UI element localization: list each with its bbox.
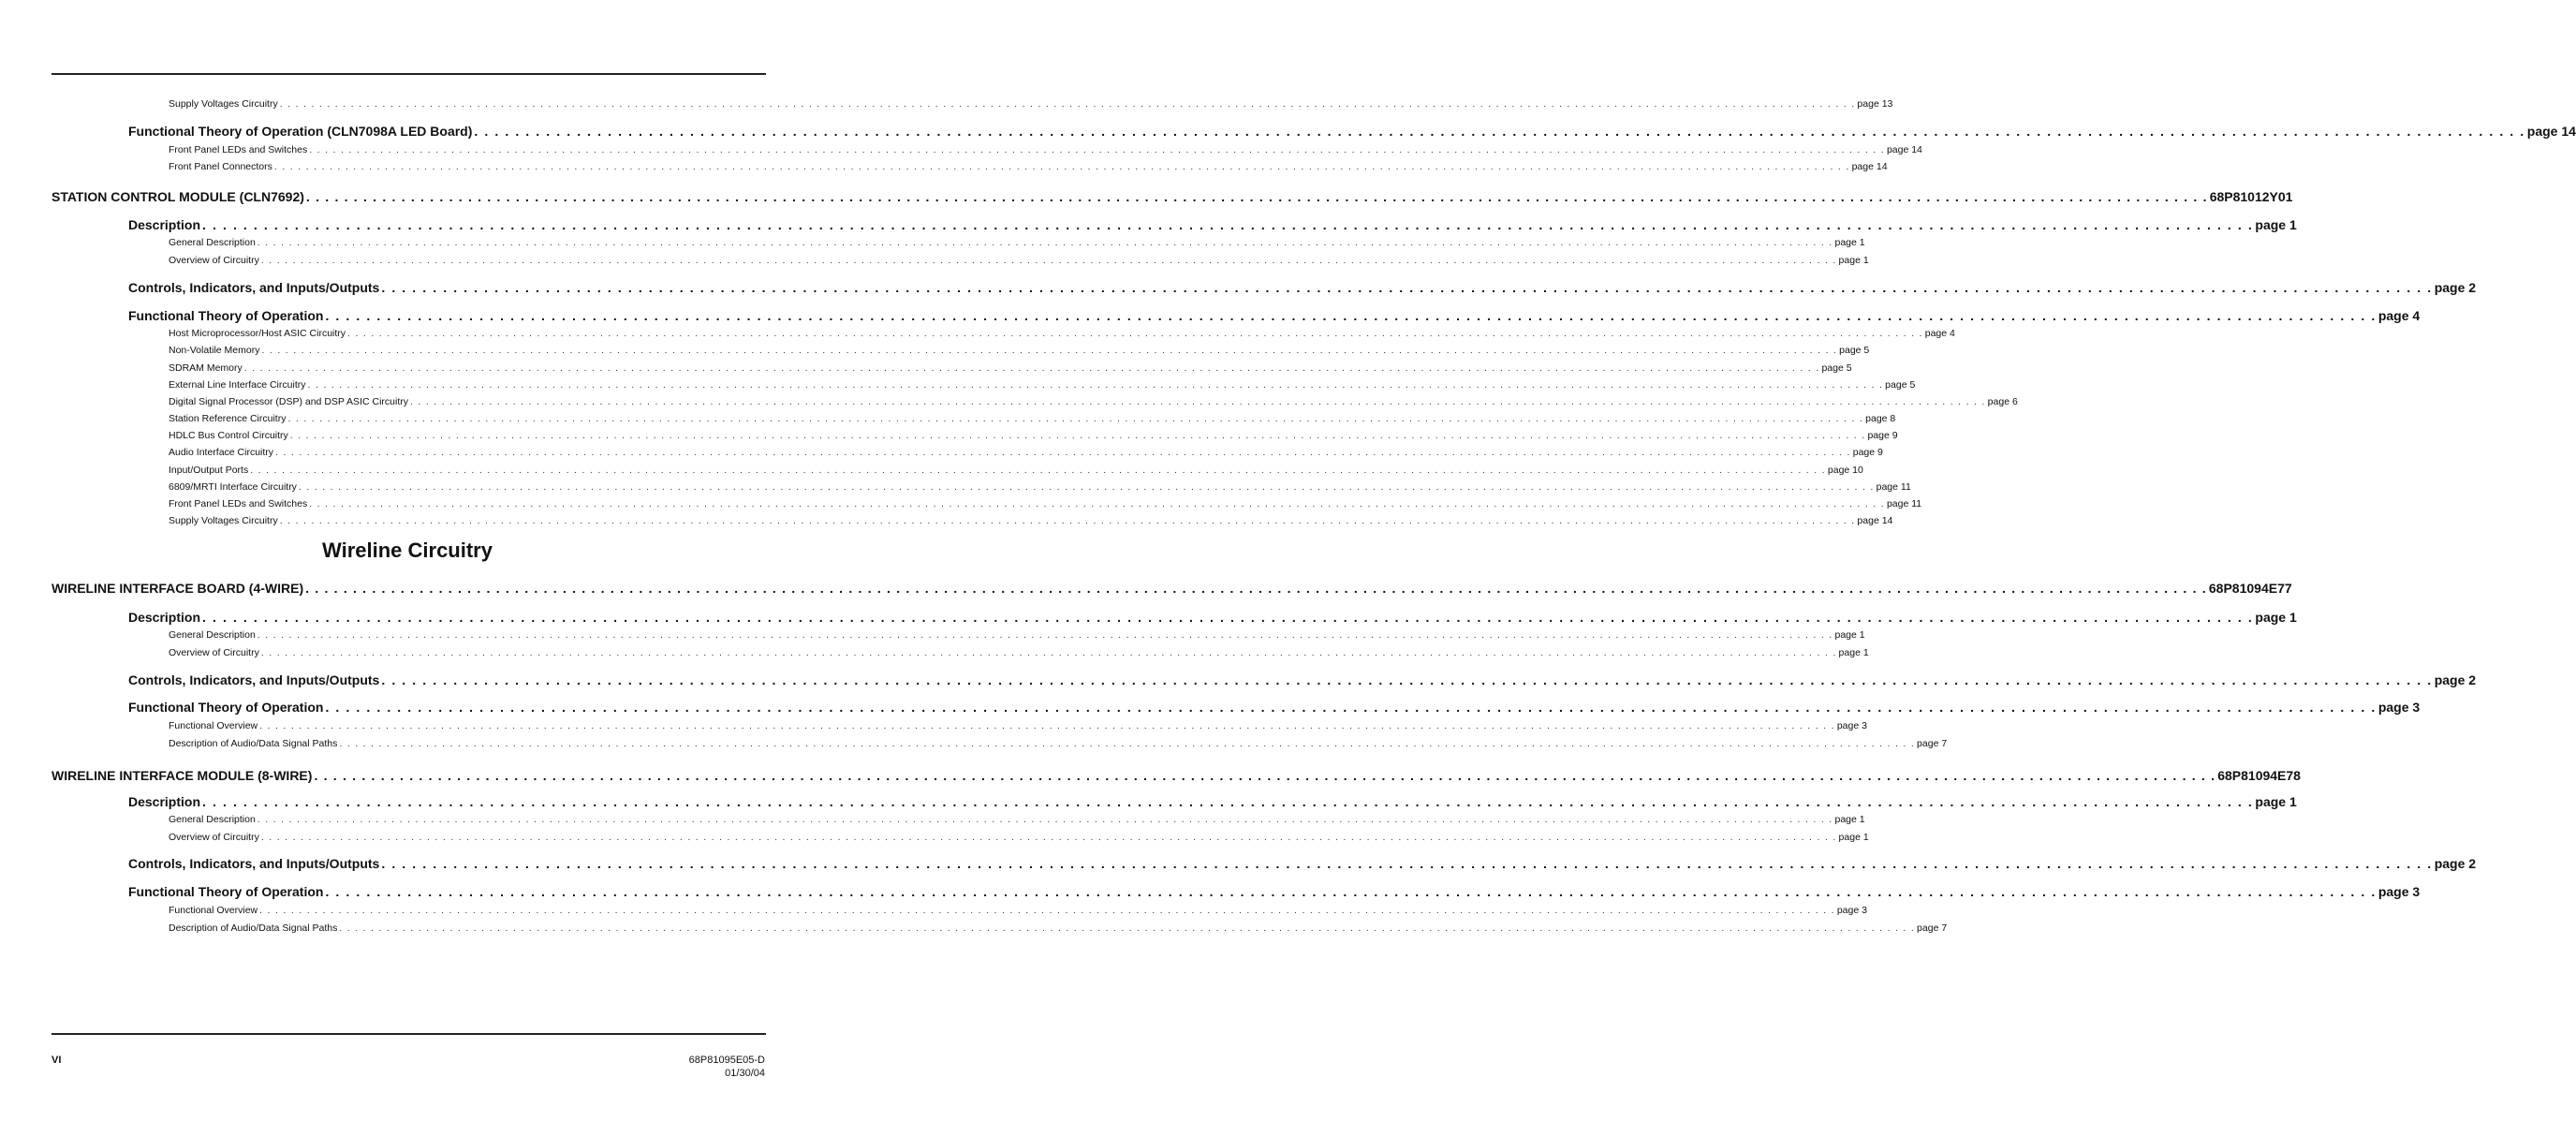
dot-leader: . . . . . . . . . . . . . . . . . . . . . . . . . . . . . . . . . . . . . . . . . . . . . . . . . . . . . . . . . . . . . . . . . . . . . . . . . . . . . . . . . . . . . . . . . . . . . . . . . . . . . . . . . . . . . . . . . . . . . . . . . . . . . . . . . . . . . . . . . . . . . . . . . . . . . . . . . . . . . . . . . . . . . . . . . . . . . . . . . . . . . . . . . . . . . . . . . . . . . . . . bbox=[309, 498, 1885, 509]
toc-section-entry[interactable] bbox=[128, 884, 2421, 899]
dot-leader: . . . . . . . . . . . . . . . . . . . . . . . . . . . . . . . . . . . . . . . . . . . . . . . . . . . . . . . . . . . . . . . . . . . . . . . . . . . . . . . . . . . . . . . . . . . . . . . . . . . . . . . . . . . . . . . . . . . . . . . . . . . . . . . . . . . . . . . . . . . . . . . . . . . . . . . . . . . . . . . . . . . . . . . . . . . . . . . . . . . . . . . . . . . . . . . . . . . . . . . . bbox=[325, 308, 2377, 323]
toc-subsection-entry[interactable] bbox=[169, 447, 1883, 458]
toc-entry-page: page 14 bbox=[1886, 144, 1922, 155]
dot-leader: . . . . . . . . . . . . . . . . . . . . . . . . . . . . . . . . . . . . . . . . . . . . . . . . . . . . . . . . . . . . . . . . . . . . . . . . . . . . . . . . . . . . . . . . . . . . . . . . . . . . . . . . . . . . . . . . . . . . . . . . . . . . . . . . . . . . . . . . . . . . . . . . . . . . . . . . . . . . . . . . . . . . . . . . . . . . . . . . . . . . . . . . . . . . . . . . . . . . . . . . bbox=[309, 144, 1885, 155]
toc-entry-label: Controls, Indicators, and Inputs/Outputs bbox=[128, 280, 380, 295]
toc-entry-page: page 9 bbox=[1852, 447, 1883, 458]
dot-leader: . . . . . . . . . . . . . . . . . . . . . . . . . . . . . . . . . . . . . . . . . . . . . . . . . . . . . . . . . . . . . . . . . . . . . . . . . . . . . . . . . . . . . . . . . . . . . . . . . . . . . . . . . . . . . . . . . . . . . . . . . . . . . . . . . . . . . . . . . . . . . . . . . . . . . . . . . . . . . . . . . . . . . . . . . . . . . . . . . . . . . . . . . . . . . . . . . . . . . . . . bbox=[279, 98, 1856, 110]
toc-entry-label: Front Panel LEDs and Switches bbox=[169, 498, 308, 509]
toc-entry-page: page 8 bbox=[1865, 413, 1896, 424]
dot-leader: . . . . . . . . . . . . . . . . . . . . . . . . . . . . . . . . . . . . . . . . . . . . . . . . . . . . . . . . . . . . . . . . . . . . . . . . . . . . . . . . . . . . . . . . . . . . . . . . . . . . . . . . . . . . . . . . . . . . . . . . . . . . . . . . . . . . . . . . . . . . . . . . . . . . . . . . . . . . . . . . . . . . . . . . . . . . . . . . . . . . . . . . . . . . . . . . . . . . . . . . bbox=[259, 905, 1835, 916]
toc-entry-label: WIRELINE INTERFACE MODULE (8-WIRE) bbox=[52, 768, 313, 783]
toc-subsection-entry[interactable] bbox=[169, 515, 1893, 526]
toc-entry-page: page 1 bbox=[2255, 610, 2297, 625]
toc-entry-label: Description bbox=[128, 610, 201, 625]
dot-leader: . . . . . . . . . . . . . . . . . . . . . . . . . . . . . . . . . . . . . . . . . . . . . . . . . . . . . . . . . . . . . . . . . . . . . . . . . . . . . . . . . . . . . . . . . . . . . . . . . . . . . . . . . . . . . . . . . . . . . . . . . . . . . . . . . . . . . . . . . . . . . . . . . . . . . . . . . . . . . . . . . . . . . . . . . . . . . . . . . . . . . . . . . . . . . . . . . . . . . . . . bbox=[202, 794, 2254, 809]
toc-entry-page: page 14 bbox=[1851, 161, 1888, 172]
toc-entry-label: External Line Interface Circuitry bbox=[169, 379, 306, 391]
toc-entry-label: Overview of Circuitry bbox=[169, 255, 259, 266]
dot-leader: . . . . . . . . . . . . . . . . . . . . . . . . . . . . . . . . . . . . . . . . . . . . . . . . . . . . . . . . . . . . . . . . . . . . . . . . . . . . . . . . . . . . . . . . . . . . . . . . . . . . . . . . . . . . . . . . . . . . . . . . . . . . . . . . . . . . . . . . . . . . . . . . . . . . . . . . . . . . . . . . . . . . . . . . . . . . . . . . . . . . . . . . . . . . . . . . . . . . . . . . bbox=[250, 465, 1826, 476]
toc-chapter-entry[interactable] bbox=[52, 189, 2293, 204]
toc-entry-page: page 1 bbox=[1838, 832, 1869, 843]
toc-entry-label: Station Reference Circuitry bbox=[169, 413, 287, 424]
toc-entry-label: HDLC Bus Control Circuitry bbox=[169, 430, 288, 441]
toc-subsection-entry[interactable] bbox=[169, 647, 1869, 658]
toc-entry-page: 68P81094E78 bbox=[2217, 768, 2301, 783]
dot-leader: . . . . . . . . . . . . . . . . . . . . . . . . . . . . . . . . . . . . . . . . . . . . . . . . . . . . . . . . . . . . . . . . . . . . . . . . . . . . . . . . . . . . . . . . . . . . . . . . . . . . . . . . . . . . . . . . . . . . . . . . . . . . . . . . . . . . . . . . . . . . . . . . . . . . . . . . . . . . . . . . . . . . . . . . . . . . . . . . . . . . . . . . . . . . . . . . . . . . . . . . bbox=[298, 481, 1875, 493]
toc-entry-label: Description of Audio/Data Signal Paths bbox=[169, 923, 338, 934]
toc-entry-label: Host Microprocessor/Host ASIC Circuitry bbox=[169, 328, 346, 339]
dot-leader: . . . . . . . . . . . . . . . . . . . . . . . . . . . . . . . . . . . . . . . . . . . . . . . . . . . . . . . . . . . . . . . . . . . . . . . . . . . . . . . . . . . . . . . . . . . . . . . . . . . . . . . . . . . . . . . . . . . . . . . . . . . . . . . . . . . . . . . . . . . . . . . . . . . . . . . . . . . . . . . . . . . . . . . . . . . . . . . . . . . . . . . . . . . . . . . . . . . . . . . . bbox=[381, 280, 2433, 295]
toc-entry-page: page 1 bbox=[1834, 237, 1865, 248]
dot-leader: . . . . . . . . . . . . . . . . . . . . . . . . . . . . . . . . . . . . . . . . . . . . . . . . . . . . . . . . . . . . . . . . . . . . . . . . . . . . . . . . . . . . . . . . . . . . . . . . . . . . . . . . . . . . . . . . . . . . . . . . . . . . . . . . . . . . . . . . . . . . . . . . . . . . . . . . . . . . . . . . . . . . . . . . . . . . . . . . . . . . . . . . . . . . . . . . . . . . . . . . bbox=[314, 768, 2216, 783]
dot-leader: . . . . . . . . . . . . . . . . . . . . . . . . . . . . . . . . . . . . . . . . . . . . . . . . . . . . . . . . . . . . . . . . . . . . . . . . . . . . . . . . . . . . . . . . . . . . . . . . . . . . . . . . . . . . . . . . . . . . . . . . . . . . . . . . . . . . . . . . . . . . . . . . . . . . . . . . . . . . . . . . . . . . . . . . . . . . . . . . . . . . . . . . . . . . . . . . . . . . . . . . bbox=[275, 447, 1851, 458]
dot-leader: . . . . . . . . . . . . . . . . . . . . . . . . . . . . . . . . . . . . . . . . . . . . . . . . . . . . . . . . . . . . . . . . . . . . . . . . . . . . . . . . . . . . . . . . . . . . . . . . . . . . . . . . . . . . . . . . . . . . . . . . . . . . . . . . . . . . . . . . . . . . . . . . . . . . . . . . . . . . . . . . . . . . . . . . . . . . . . . . . . . . . . . . . . . . . . . . . . . . . . . . bbox=[260, 832, 1837, 843]
dot-leader: . . . . . . . . . . . . . . . . . . . . . . . . . . . . . . . . . . . . . . . . . . . . . . . . . . . . . . . . . . . . . . . . . . . . . . . . . . . . . . . . . . . . . . . . . . . . . . . . . . . . . . . . . . . . . . . . . . . . . . . . . . . . . . . . . . . . . . . . . . . . . . . . . . . . . . . . . . . . . . . . . . . . . . . . . . . . . . . . . . . . . . . . . . . . . . . . . . . . . . . . bbox=[289, 430, 1866, 441]
toc-entry-label: Controls, Indicators, and Inputs/Outputs bbox=[128, 672, 380, 687]
toc-subsection-entry[interactable] bbox=[169, 465, 1863, 476]
toc-entry-label: Digital Signal Processor (DSP) and DSP ASIC Circuitry bbox=[169, 396, 408, 407]
toc-entry-page: page 2 bbox=[2434, 280, 2477, 295]
toc-entry-page: page 7 bbox=[1917, 738, 1948, 749]
toc-entry-label: Description bbox=[128, 794, 201, 809]
dot-leader: . . . . . . . . . . . . . . . . . . . . . . . . . . . . . . . . . . . . . . . . . . . . . . . . . . . . . . . . . . . . . . . . . . . . . . . . . . . . . . . . . . . . . . . . . . . . . . . . . . . . . . . . . . . . . . . . . . . . . . . . . . . . . . . . . . . . . . . . . . . . . . . . . . . . . . . . . . . . . . . . . . . . . . . . . . . . . . . . . . . . . . . . . . . . . . . . . . . . . . . . bbox=[325, 700, 2377, 715]
toc-subsection-entry[interactable] bbox=[169, 98, 1893, 110]
toc-entry-page: page 3 bbox=[1836, 720, 1867, 731]
dot-leader: . . . . . . . . . . . . . . . . . . . . . . . . . . . . . . . . . . . . . . . . . . . . . . . . . . . . . . . . . . . . . . . . . . . . . . . . . . . . . . . . . . . . . . . . . . . . . . . . . . . . . . . . . . . . . . . . . . . . . . . . . . . . . . . . . . . . . . . . . . . . . . . . . . . . . . . . . . . . . . . . . . . . . . . . . . . . . . . . . . . . . . . . . . . . . . . . . . . . . . . . bbox=[202, 217, 2254, 232]
dot-leader: . . . . . . . . . . . . . . . . . . . . . . . . . . . . . . . . . . . . . . . . . . . . . . . . . . . . . . . . . . . . . . . . . . . . . . . . . . . . . . . . . . . . . . . . . . . . . . . . . . . . . . . . . . . . . . . . . . . . . . . . . . . . . . . . . . . . . . . . . . . . . . . . . . . . . . . . . . . . . . . . . . . . . . . . . . . . . . . . . . . . . . . . . . . . . . . . . . . . . . . . bbox=[305, 189, 2208, 204]
toc-section-entry[interactable] bbox=[128, 856, 2477, 871]
toc-subsection-entry[interactable] bbox=[169, 481, 1911, 493]
toc-entry-page: 68P81094E77 bbox=[2208, 581, 2292, 596]
section-title: Wireline Circuitry bbox=[322, 539, 493, 562]
dot-leader: . . . . . . . . . . . . . . . . . . . . . . . . . . . . . . . . . . . . . . . . . . . . . . . . . . . . . . . . . . . . . . . . . . . . . . . . . . . . . . . . . . . . . . . . . . . . . . . . . . . . . . . . . . . . . . . . . . . . . . . . . . . . . . . . . . . . . . . . . . . . . . . . . . . . . . . . . . . . . . . . . . . . . . . . . . . . . . . . . . . . . . . . . . . . . . . . . . . . . . . . bbox=[325, 884, 2377, 899]
toc-entry-label: Functional Theory of Operation bbox=[128, 700, 324, 715]
toc-entry-label: General Description bbox=[169, 814, 256, 825]
toc-entry-page: page 7 bbox=[1917, 923, 1948, 934]
toc-section-entry[interactable] bbox=[128, 217, 2297, 232]
toc-entry-page: page 3 bbox=[1836, 905, 1867, 916]
toc-entry-page: page 5 bbox=[1885, 379, 1916, 391]
toc-entry-label: WIRELINE INTERFACE BOARD (4-WIRE) bbox=[52, 581, 304, 596]
footer-page-number: VI bbox=[52, 1055, 62, 1066]
toc-section-entry[interactable] bbox=[128, 794, 2297, 809]
toc-entry-label: Functional Theory of Operation (CLN7098A LED Board) bbox=[128, 124, 473, 139]
toc-entry-label: General Description bbox=[169, 237, 256, 248]
toc-entry-label: SDRAM Memory bbox=[169, 362, 243, 374]
toc-entry-page: page 10 bbox=[1827, 465, 1863, 476]
dot-leader: . . . . . . . . . . . . . . . . . . . . . . . . . . . . . . . . . . . . . . . . . . . . . . . . . . . . . . . . . . . . . . . . . . . . . . . . . . . . . . . . . . . . . . . . . . . . . . . . . . . . . . . . . . . . . . . . . . . . . . . . . . . . . . . . . . . . . . . . . . . . . . . . . . . . . . . . . . . . . . . . . . . . . . . . . . . . . . . . . . . . . . . . . . . . . . . . . . . . . . . . bbox=[381, 672, 2433, 687]
toc-entry-label: Audio Interface Circuitry bbox=[169, 447, 274, 458]
dot-leader: . . . . . . . . . . . . . . . . . . . . . . . . . . . . . . . . . . . . . . . . . . . . . . . . . . . . . . . . . . . . . . . . . . . . . . . . . . . . . . . . . . . . . . . . . . . . . . . . . . . . . . . . . . . . . . . . . . . . . . . . . . . . . . . . . . . . . . . . . . . . . . . . . . . . . . . . . . . . . . . . . . . . . . . . . . . . . . . . . . . . . . . . . . . . . . . . . . . . . . . . bbox=[381, 856, 2433, 871]
dot-leader: . . . . . . . . . . . . . . . . . . . . . . . . . . . . . . . . . . . . . . . . . . . . . . . . . . . . . . . . . . . . . . . . . . . . . . . . . . . . . . . . . . . . . . . . . . . . . . . . . . . . . . . . . . . . . . . . . . . . . . . . . . . . . . . . . . . . . . . . . . . . . . . . . . . . . . . . . . . . . . . . . . . . . . . . . . . . . . . . . . . . . . . . . . . . . . . . . . . . . . . . bbox=[260, 255, 1837, 266]
dot-leader: . . . . . . . . . . . . . . . . . . . . . . . . . . . . . . . . . . . . . . . . . . . . . . . . . . . . . . . . . . . . . . . . . . . . . . . . . . . . . . . . . . . . . . . . . . . . . . . . . . . . . . . . . . . . . . . . . . . . . . . . . . . . . . . . . . . . . . . . . . . . . . . . . . . . . . . . . . . . . . . . . . . . . . . . . . . . . . . . . . . . . . . . . . . . . . . . . . . . . . . . bbox=[409, 396, 1986, 407]
toc-entry-label: STATION CONTROL MODULE (CLN7692) bbox=[52, 189, 304, 204]
toc-entry-page: page 9 bbox=[1867, 430, 1898, 441]
toc-subsection-entry[interactable] bbox=[169, 328, 1955, 339]
toc-entry-page: page 1 bbox=[1838, 255, 1869, 266]
toc-subsection-entry[interactable] bbox=[169, 413, 1896, 424]
dot-leader: . . . . . . . . . . . . . . . . . . . . . . . . . . . . . . . . . . . . . . . . . . . . . . . . . . . . . . . . . . . . . . . . . . . . . . . . . . . . . . . . . . . . . . . . . . . . . . . . . . . . . . . . . . . . . . . . . . . . . . . . . . . . . . . . . . . . . . . . . . . . . . . . . . . . . . . . . . . . . . . . . . . . . . . . . . . . . . . . . . . . . . . . . . . . . . . . . . . . . . . . bbox=[257, 814, 1833, 825]
toc-subsection-entry[interactable] bbox=[169, 738, 1948, 749]
toc-subsection-entry[interactable] bbox=[169, 814, 1865, 825]
toc-entry-page: page 3 bbox=[2377, 884, 2421, 899]
toc-section-entry[interactable] bbox=[128, 280, 2477, 295]
toc-entry-page: page 1 bbox=[2255, 794, 2297, 809]
footer-date: 01/30/04 bbox=[725, 1068, 765, 1079]
toc-entry-page: page 1 bbox=[1838, 647, 1869, 658]
dot-leader: . . . . . . . . . . . . . . . . . . . . . . . . . . . . . . . . . . . . . . . . . . . . . . . . . . . . . . . . . . . . . . . . . . . . . . . . . . . . . . . . . . . . . . . . . . . . . . . . . . . . . . . . . . . . . . . . . . . . . . . . . . . . . . . . . . . . . . . . . . . . . . . . . . . . . . . . . . . . . . . . . . . . . . . . . . . . . . . . . . . . . . . . . . . . . . . . . . . . . . . . bbox=[260, 647, 1837, 658]
toc-entry-page: page 5 bbox=[1839, 345, 1870, 356]
toc-entry-label: Description bbox=[128, 217, 201, 232]
dot-leader: . . . . . . . . . . . . . . . . . . . . . . . . . . . . . . . . . . . . . . . . . . . . . . . . . . . . . . . . . . . . . . . . . . . . . . . . . . . . . . . . . . . . . . . . . . . . . . . . . . . . . . . . . . . . . . . . . . . . . . . . . . . . . . . . . . . . . . . . . . . . . . . . . . . . . . . . . . . . . . . . . . . . . . . . . . . . . . . . . . . . . . . . . . . . . . . . . . . . . . . . bbox=[202, 610, 2254, 625]
toc-entry-page: page 3 bbox=[2377, 700, 2421, 715]
toc-entry-page: page 11 bbox=[1886, 498, 1922, 509]
toc-subsection-entry[interactable] bbox=[169, 161, 1888, 172]
dot-leader: . . . . . . . . . . . . . . . . . . . . . . . . . . . . . . . . . . . . . . . . . . . . . . . . . . . . . . . . . . . . . . . . . . . . . . . . . . . . . . . . . . . . . . . . . . . . . . . . . . . . . . . . . . . . . . . . . . . . . . . . . . . . . . . . . . . . . . . . . . . . . . . . . . . . . . . . . . . . . . . . . . . . . . . . . . . . . . . . . . . . . . . . . . . . . . . . . . . . . . . . bbox=[259, 720, 1835, 731]
header-rule bbox=[52, 73, 766, 75]
toc-subsection-entry[interactable] bbox=[169, 629, 1865, 641]
toc-entry-label: Description of Audio/Data Signal Paths bbox=[169, 738, 338, 749]
toc-subsection-entry[interactable] bbox=[169, 905, 1867, 916]
toc-subsection-entry[interactable] bbox=[169, 362, 1852, 374]
toc-entry-label: Functional Theory of Operation bbox=[128, 308, 324, 323]
toc-entry-page: page 1 bbox=[1834, 629, 1865, 641]
dot-leader: . . . . . . . . . . . . . . . . . . . . . . . . . . . . . . . . . . . . . . . . . . . . . . . . . . . . . . . . . . . . . . . . . . . . . . . . . . . . . . . . . . . . . . . . . . . . . . . . . . . . . . . . . . . . . . . . . . . . . . . . . . . . . . . . . . . . . . . . . . . . . . . . . . . . . . . . . . . . . . . . . . . . . . . . . . . . . . . . . . . . . . . . . . . . . . . . . . . . . . . . bbox=[339, 923, 1916, 934]
toc-subsection-entry[interactable] bbox=[169, 498, 1922, 509]
toc-subsection-entry[interactable] bbox=[169, 396, 2018, 407]
toc-entry-label: Functional Overview bbox=[169, 905, 258, 916]
toc-subsection-entry[interactable] bbox=[169, 255, 1869, 266]
toc-entry-label: Overview of Circuitry bbox=[169, 832, 259, 843]
dot-leader: . . . . . . . . . . . . . . . . . . . . . . . . . . . . . . . . . . . . . . . . . . . . . . . . . . . . . . . . . . . . . . . . . . . . . . . . . . . . . . . . . . . . . . . . . . . . . . . . . . . . . . . . . . . . . . . . . . . . . . . . . . . . . . . . . . . . . . . . . . . . . . . . . . . . . . . . . . . . . . . . . . . . . . . . . . . . . . . . . . . . . . . . . . . . . . . . . . . . . . . . bbox=[279, 515, 1856, 526]
footer-rule bbox=[52, 1033, 766, 1035]
toc-section-entry[interactable] bbox=[128, 308, 2421, 323]
toc-entry-label: Non-Volatile Memory bbox=[169, 345, 260, 356]
toc-entry-page: page 14 bbox=[1857, 515, 1893, 526]
dot-leader: . . . . . . . . . . . . . . . . . . . . . . . . . . . . . . . . . . . . . . . . . . . . . . . . . . . . . . . . . . . . . . . . . . . . . . . . . . . . . . . . . . . . . . . . . . . . . . . . . . . . . . . . . . . . . . . . . . . . . . . . . . . . . . . . . . . . . . . . . . . . . . . . . . . . . . . . . . . . . . . . . . . . . . . . . . . . . . . . . . . . . . . . . . . . . . . . . . . . . . . . bbox=[287, 413, 1864, 424]
dot-leader: . . . . . . . . . . . . . . . . . . . . . . . . . . . . . . . . . . . . . . . . . . . . . . . . . . . . . . . . . . . . . . . . . . . . . . . . . . . . . . . . . . . . . . . . . . . . . . . . . . . . . . . . . . . . . . . . . . . . . . . . . . . . . . . . . . . . . . . . . . . . . . . . . . . . . . . . . . . . . . . . . . . . . . . . . . . . . . . . . . . . . . . . . . . . . . . . . . . . . . . . bbox=[243, 362, 1820, 374]
dot-leader: . . . . . . . . . . . . . . . . . . . . . . . . . . . . . . . . . . . . . . . . . . . . . . . . . . . . . . . . . . . . . . . . . . . . . . . . . . . . . . . . . . . . . . . . . . . . . . . . . . . . . . . . . . . . . . . . . . . . . . . . . . . . . . . . . . . . . . . . . . . . . . . . . . . . . . . . . . . . . . . . . . . . . . . . . . . . . . . . . . . . . . . . . . . . . . . . . . . . . . . . bbox=[307, 379, 1884, 391]
dot-leader: . . . . . . . . . . . . . . . . . . . . . . . . . . . . . . . . . . . . . . . . . . . . . . . . . . . . . . . . . . . . . . . . . . . . . . . . . . . . . . . . . . . . . . . . . . . . . . . . . . . . . . . . . . . . . . . . . . . . . . . . . . . . . . . . . . . . . . . . . . . . . . . . . . . . . . . . . . . . . . . . . . . . . . . . . . . . . . . . . . . . . . . . . . . . . . . . . . . . . . . . bbox=[339, 738, 1916, 749]
toc-entry-label: Supply Voltages Circuitry bbox=[169, 515, 278, 526]
toc-entry-label: Overview of Circuitry bbox=[169, 647, 259, 658]
toc-entry-page: page 11 bbox=[1876, 481, 1911, 493]
toc-subsection-entry[interactable] bbox=[169, 430, 1898, 441]
toc-entry-label: Supply Voltages Circuitry bbox=[169, 98, 278, 110]
toc-chapter-entry[interactable] bbox=[52, 581, 2292, 596]
dot-leader: . . . . . . . . . . . . . . . . . . . . . . . . . . . . . . . . . . . . . . . . . . . . . . . . . . . . . . . . . . . . . . . . . . . . . . . . . . . . . . . . . . . . . . . . . . . . . . . . . . . . . . . . . . . . . . . . . . . . . . . . . . . . . . . . . . . . . . . . . . . . . . . . . . . . . . . . . . . . . . . . . . . . . . . . . . . . . . . . . . . . . . . . . . . . . . . . . . . . . . . . bbox=[347, 328, 1923, 339]
toc-entry-page: page 2 bbox=[2434, 672, 2477, 687]
toc-entry-label: General Description bbox=[169, 629, 256, 641]
toc-entry-label: Functional Theory of Operation bbox=[128, 884, 324, 899]
toc-subsection-entry[interactable] bbox=[169, 379, 1916, 391]
toc-subsection-entry[interactable] bbox=[169, 832, 1869, 843]
toc-entry-label: 6809/MRTI Interface Circuitry bbox=[169, 481, 297, 493]
toc-entry-page: page 1 bbox=[2255, 217, 2297, 232]
toc-section-entry[interactable] bbox=[128, 610, 2297, 625]
footer-doc-number: 68P81095E05-D bbox=[688, 1055, 765, 1066]
toc-entry-label: Functional Overview bbox=[169, 720, 258, 731]
dot-leader: . . . . . . . . . . . . . . . . . . . . . . . . . . . . . . . . . . . . . . . . . . . . . . . . . . . . . . . . . . . . . . . . . . . . . . . . . . . . . . . . . . . . . . . . . . . . . . . . . . . . . . . . . . . . . . . . . . . . . . . . . . . . . . . . . . . . . . . . . . . . . . . . . . . . . . . . . . . . . . . . . . . . . . . . . . . . . . . . . . . . . . . . . . . . . . . . . . . . . . . . bbox=[257, 237, 1833, 248]
toc-entry-page: page 14 bbox=[2526, 124, 2576, 139]
toc-entry-label: Controls, Indicators, and Inputs/Outputs bbox=[128, 856, 380, 871]
dot-leader: . . . . . . . . . . . . . . . . . . . . . . . . . . . . . . . . . . . . . . . . . . . . . . . . . . . . . . . . . . . . . . . . . . . . . . . . . . . . . . . . . . . . . . . . . . . . . . . . . . . . . . . . . . . . . . . . . . . . . . . . . . . . . . . . . . . . . . . . . . . . . . . . . . . . . . . . . . . . . . . . . . . . . . . . . . . . . . . . . . . . . . . . . . . . . . . . . . . . . . . . bbox=[273, 161, 1850, 172]
toc-subsection-entry[interactable] bbox=[169, 720, 1867, 731]
toc-subsection-entry[interactable] bbox=[169, 237, 1865, 248]
dot-leader: . . . . . . . . . . . . . . . . . . . . . . . . . . . . . . . . . . . . . . . . . . . . . . . . . . . . . . . . . . . . . . . . . . . . . . . . . . . . . . . . . . . . . . . . . . . . . . . . . . . . . . . . . . . . . . . . . . . . . . . . . . . . . . . . . . . . . . . . . . . . . . . . . . . . . . . . . . . . . . . . . . . . . . . . . . . . . . . . . . . . . . . . . . . . . . . . . . . . . . . . bbox=[474, 124, 2525, 139]
toc-entry-page: page 2 bbox=[2434, 856, 2477, 871]
toc-section-entry[interactable] bbox=[128, 124, 2576, 139]
toc-section-entry[interactable] bbox=[128, 700, 2421, 715]
toc-entry-page: 68P81012Y01 bbox=[2209, 189, 2293, 204]
toc-entry-label: Input/Output Ports bbox=[169, 465, 249, 476]
toc-entry-page: page 5 bbox=[1821, 362, 1852, 374]
dot-leader: . . . . . . . . . . . . . . . . . . . . . . . . . . . . . . . . . . . . . . . . . . . . . . . . . . . . . . . . . . . . . . . . . . . . . . . . . . . . . . . . . . . . . . . . . . . . . . . . . . . . . . . . . . . . . . . . . . . . . . . . . . . . . . . . . . . . . . . . . . . . . . . . . . . . . . . . . . . . . . . . . . . . . . . . . . . . . . . . . . . . . . . . . . . . . . . . . . . . . . . . bbox=[261, 345, 1838, 356]
toc-entry-page: page 6 bbox=[1987, 396, 2018, 407]
toc-subsection-entry[interactable] bbox=[169, 345, 1870, 356]
dot-leader: . . . . . . . . . . . . . . . . . . . . . . . . . . . . . . . . . . . . . . . . . . . . . . . . . . . . . . . . . . . . . . . . . . . . . . . . . . . . . . . . . . . . . . . . . . . . . . . . . . . . . . . . . . . . . . . . . . . . . . . . . . . . . . . . . . . . . . . . . . . . . . . . . . . . . . . . . . . . . . . . . . . . . . . . . . . . . . . . . . . . . . . . . . . . . . . . . . . . . . . . bbox=[257, 629, 1833, 641]
toc-chapter-entry[interactable] bbox=[52, 768, 2301, 783]
toc-entry-page: page 1 bbox=[1834, 814, 1865, 825]
toc-entry-label: Front Panel LEDs and Switches bbox=[169, 144, 308, 155]
toc-entry-label: Front Panel Connectors bbox=[169, 161, 272, 172]
toc-section-entry[interactable] bbox=[128, 672, 2477, 687]
toc-entry-page: page 4 bbox=[2377, 308, 2421, 323]
toc-entry-page: page 13 bbox=[1857, 98, 1893, 110]
toc-subsection-entry[interactable] bbox=[169, 144, 1922, 155]
toc-subsection-entry[interactable] bbox=[169, 923, 1948, 934]
toc-entry-page: page 4 bbox=[1924, 328, 1955, 339]
dot-leader: . . . . . . . . . . . . . . . . . . . . . . . . . . . . . . . . . . . . . . . . . . . . . . . . . . . . . . . . . . . . . . . . . . . . . . . . . . . . . . . . . . . . . . . . . . . . . . . . . . . . . . . . . . . . . . . . . . . . . . . . . . . . . . . . . . . . . . . . . . . . . . . . . . . . . . . . . . . . . . . . . . . . . . . . . . . . . . . . . . . . . . . . . . . . . . . . . . . . . . . . bbox=[305, 581, 2207, 596]
